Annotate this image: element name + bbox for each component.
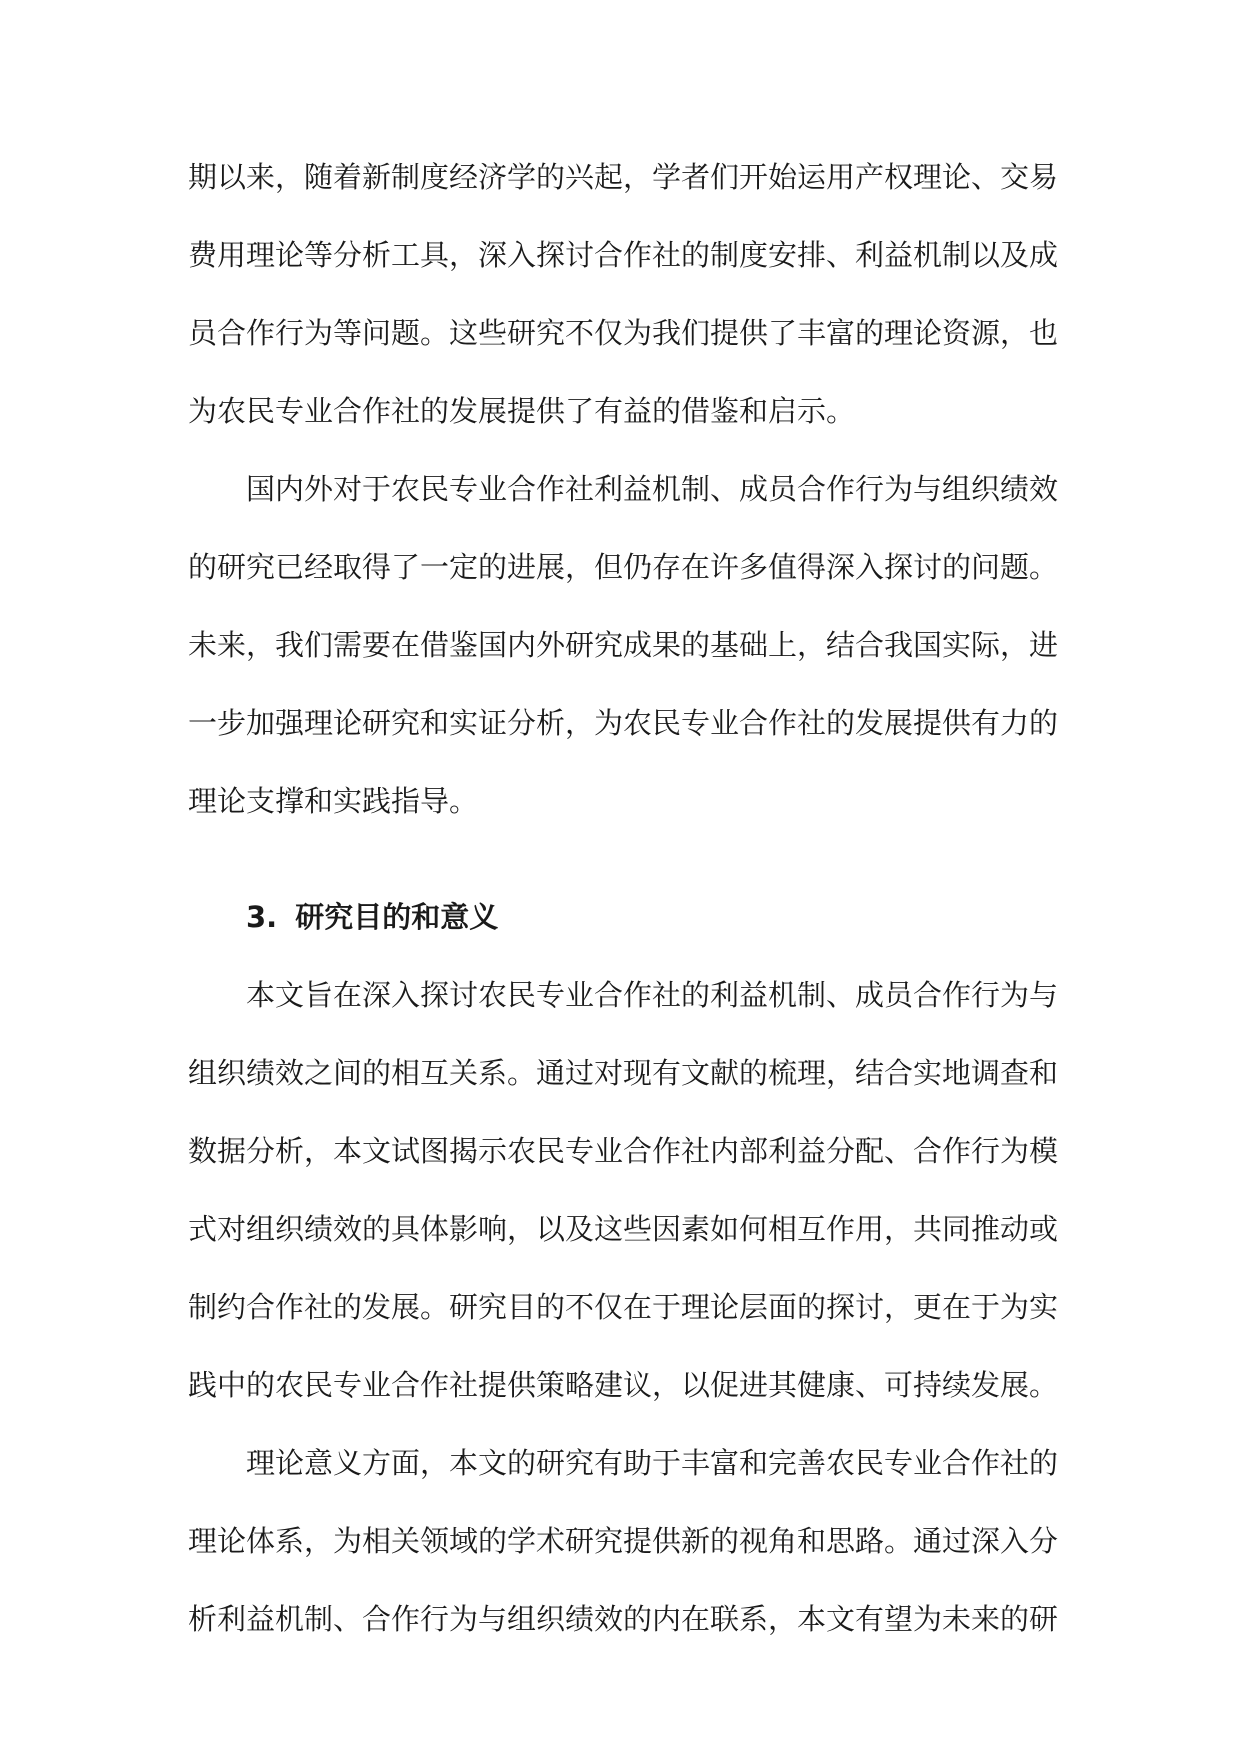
paragraph-theoretical-significance: 理论意义方面，本文的研究有助于丰富和完善农民专业合作社的理论体系，为相关领域的学术研究提供新的视角和思路。通过深入分析利益机制、合作行为与组织绩效的内在联系，本文有望为未来的研 [188,1446,1059,1636]
paragraph-continuation: 期以来，随着新制度经济学的兴起，学者们开始运用产权理论、交易费用理论等分析工具，深入探讨合作社的制度安排、利益机制以及成员合作行为等问题。这些研究不仅为我们提供了丰富的理论资源，也为农民专业合作社的发展提供了有益的借鉴和启示。 [188,160,1059,428]
section-title: 研究目的和意义 [295,900,499,934]
section-number: 3. [246,900,278,934]
paragraph-research-progress: 国内外对于农民专业合作社利益机制、成员合作行为与组织绩效的研究已经取得了一定的进展，但仍存在许多值得深入探讨的问题。未来，我们需要在借鉴国内外研究成果的基础上，结合我国实际，进一步加强理论研究和实证分析，为农民专业合作社的发展提供有力的理论支撑和实践指导。 [188,472,1059,818]
document-body [188,138,1058,1658]
paragraph-research-purpose: 本文旨在深入探讨农民专业合作社的利益机制、成员合作行为与组织绩效之间的相互关系。通过对现有文献的梳理，结合实地调查和数据分析，本文试图揭示农民专业合作社内部利益分配、合作行为模式对组织绩效的具体影响，以及这些因素如何相互作用，共同推动或制约合作社的发展。研究目的不仅在于理论层面的探讨，更在于为实践中的农民专业合作社提供策略建议，以促进其健康、可持续发展。 [188,978,1059,1402]
section-heading [188,878,1058,956]
